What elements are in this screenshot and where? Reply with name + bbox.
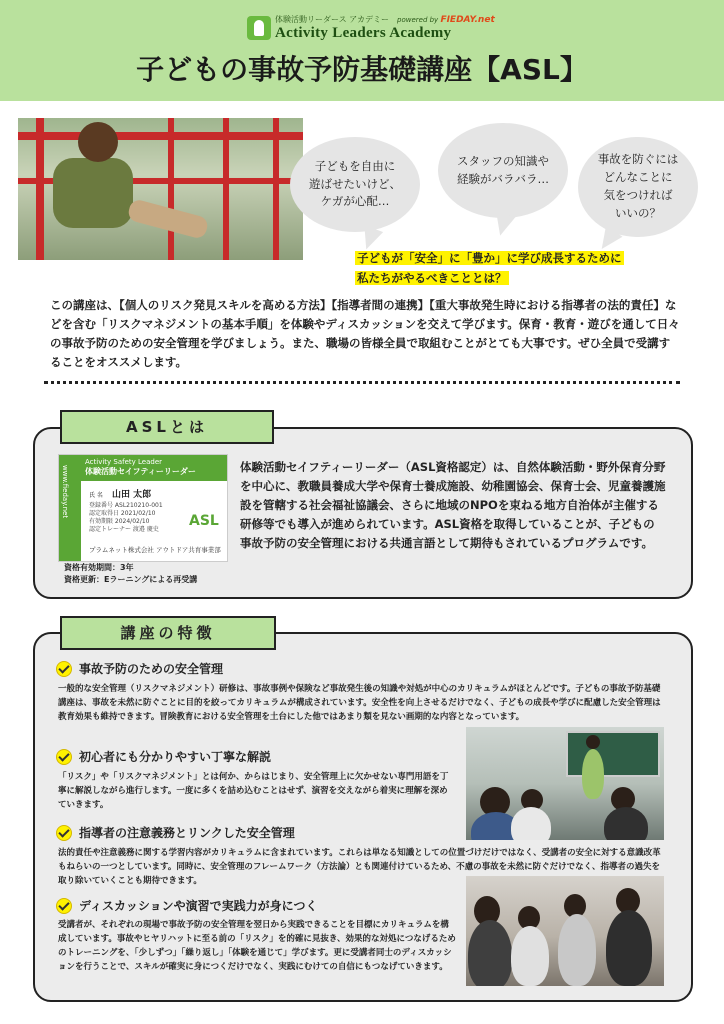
feature-heading: ディスカッションや演習で実践力が身につく [79, 899, 318, 913]
concern-bubble-3 [578, 137, 698, 237]
powered-prefix: powered by [397, 16, 439, 24]
asl-description: 体験活動セイフティーリーダー（ASL資格認定）は、自然体験活動・野外保育分野を中心に、教職員養成大学や保育士養成施設、幼稚園協会、保育士会、児童養護施設を管轄する社会福祉協議会、さらに地域のNPOを束ねる地方自治体が主催する研修等でも導入が進められています。ASL資格を取得していることが、子どもの事故予防の安全管理における共通言語として期待もされているプログラムです。 [240, 460, 666, 550]
page-title: 子どもの事故予防基礎講座【ASL】 [136, 53, 588, 86]
feature-title-4 [56, 897, 317, 914]
concern-bubble-2 [438, 123, 568, 218]
feature-title-2 [56, 748, 271, 765]
validity-info [64, 562, 197, 586]
feature-body-2: 「リスク」や「リスクマネジメント」とは何か、からはじまり、安全管理上に欠かせない専門用語を丁寧に解説しながら進行します。一度に多くを詰め込むことはせず、演習を交えながら着実に理解を深めていきます。 [58, 772, 449, 810]
highlight-line-1: 子どもが「安全」に「豊か」に学び成長するために [357, 251, 622, 265]
card-details [89, 502, 163, 534]
intro-paragraph: この講座は、【個人のリスク発見スキルを高める方法】【指導者間の連携】【重大事故発生時における指導者の法的責任】などを含む「リスクマネジメントの基本手順」を体験やディスカッションを交えて学びます。保育・教育・遊びを通して日々の事故予防のための安全管理を学びましょう。また、職場の皆様全員で取組むことがとても大事です。ぜひ全員で受講することをオススメします。 [50, 298, 680, 369]
highlight-line-2: 私たちがやるべきこととは？ [357, 271, 507, 285]
feature-body-1: 一般的な安全管理（リスクマネジメント）研修は、事故事例や保険など事故発生後の知識や対処が中心のカリキュラムがほとんどです。子どもの事故予防基礎講座は、事故を未然に防ぐことに目的を絞ってカリキュラムが構成されています。安全性を向上させるだけでなく、子どもの成長や学びに配慮した安全管理は教育効果も維持できます。冒険教育における安全管理を土台にした他ではあまり類を見ない画期的な内容となっています。 [58, 684, 661, 722]
card-asl-badge: ASL [189, 513, 219, 529]
card-header [81, 455, 227, 481]
dotted-divider [44, 381, 680, 384]
feature-body-4: 受講者が、それぞれの現場で事故予防の安全管理を翌日から実践できることを目標にカリキュラムを構成しています。事故やヒヤリハットに至る前の「リスク」を的確に見抜き、効果的な対処につなげるためのトレーニングを、「少しずつ」「繰り返し」「体験を通じて」学びます。更に受講者同士のディスカッションを行うことで、スキルが確実に身につくだけでなく、実践にむけての自信にもつなげていきます。 [58, 920, 456, 972]
academy-logo[interactable] [247, 14, 495, 44]
validity-renewal: 資格更新：Eラーニングによる再受講 [64, 575, 198, 584]
card-name-label: 氏 名 [89, 492, 103, 499]
logo-subtitle: 体験活動リーダース アカデミー [275, 15, 390, 24]
card-line: 認定取得日 2021/02/10 [89, 510, 156, 517]
feature-title-1 [56, 660, 223, 677]
card-header-title: 体験活動セイフティーリーダー [85, 467, 196, 476]
asl-tab: ASLとは [60, 410, 274, 444]
logo-title: Activity Leaders Academy [275, 25, 452, 41]
concern-text-1: 子どもを自由に 遊ばせたいけど、 ケガが心配… [309, 158, 401, 209]
hero-photo [18, 118, 303, 260]
feature-title-3 [56, 824, 295, 841]
classroom-photo-1 [466, 727, 664, 840]
leaf-logo-icon [247, 16, 271, 40]
header-band [0, 0, 724, 101]
check-icon [56, 825, 72, 841]
concern-bubble-1 [290, 137, 420, 232]
asl-license-card [58, 454, 228, 562]
card-side-strip [59, 455, 81, 561]
powered-brand: FIEDAY.net [440, 15, 495, 25]
concern-text-2: スタッフの知識や 経験がバラバラ… [457, 153, 549, 186]
validity-period: 資格有効期間：3年 [64, 563, 134, 572]
concern-text-3: 事故を防ぐには どんなことに 気をつければ いいの？ [597, 152, 679, 220]
feature-body-3: 法的責任や注意義務に関する学習内容がカリキュラムに含まれています。これらは単なる知識としての位置づけだけではなく、受講者の安全に対する意識改革もねらいの一つとしています。同時に、安全管理のフレームワーク（方法論）とも関連付けているため、不慮の事故を未然に防ぐだけでなく、指導者の過失を取り除いていくことも期待できます。 [58, 848, 661, 886]
card-line: 登録番号 ASL210210-001 [89, 502, 163, 509]
feature-heading: 事故予防のための安全管理 [79, 662, 224, 676]
check-icon [56, 898, 72, 914]
features-tab: 講座の特徴 [60, 616, 276, 650]
card-side-text: www.fieday.net [61, 465, 69, 519]
card-name-row [89, 487, 151, 500]
card-name: 山田 太郎 [111, 490, 152, 500]
highlight-question [355, 248, 624, 288]
card-line: 認定トレーナー 渡邉 慶史 [89, 526, 159, 533]
powered-by [397, 15, 495, 25]
feature-heading: 初心者にも分かりやすい丁寧な解説 [79, 750, 272, 764]
check-icon [56, 749, 72, 765]
card-line: 有効期限 2024/02/10 [89, 518, 150, 525]
card-header-small: Activity Safety Leader [85, 458, 163, 466]
classroom-photo-2 [466, 876, 664, 986]
check-icon [56, 661, 72, 677]
feature-heading: 指導者の注意義務とリンクした安全管理 [79, 826, 295, 840]
card-footer: プラムネット株式会社 アウトドア共育事業部 [89, 546, 221, 554]
